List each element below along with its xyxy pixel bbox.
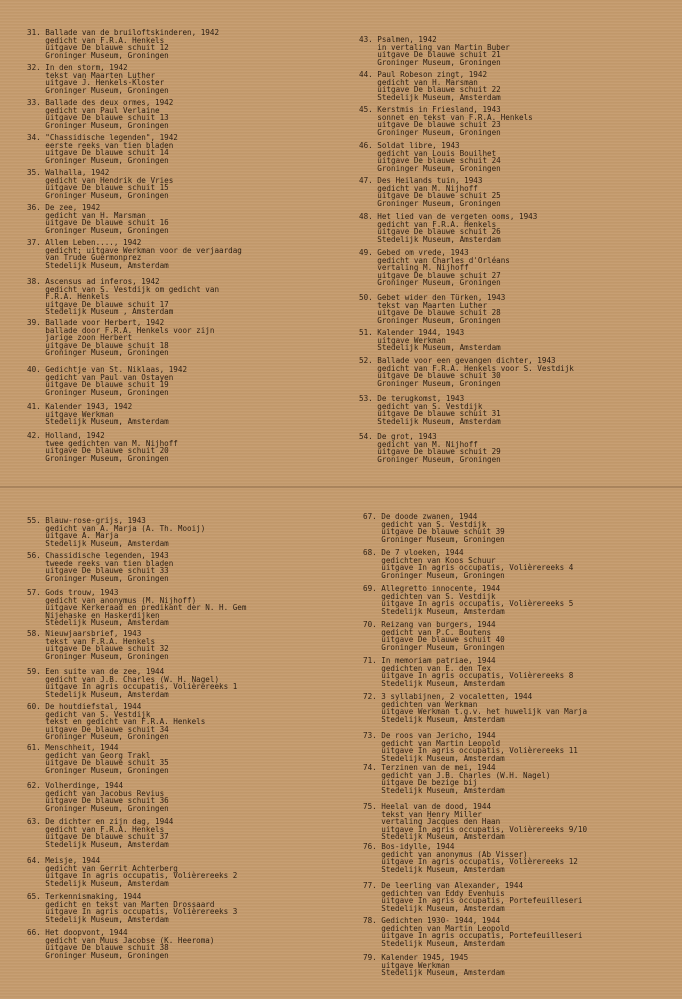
entry-number: 52.	[359, 356, 373, 365]
entry-detail: uitgave De blauwe schuit 13	[27, 113, 169, 123]
entry-detail: Groninger Museum, Groningen	[27, 453, 169, 463]
entry-detail: jarige zoon Herbert	[27, 333, 133, 343]
entry-number: 32.	[27, 63, 41, 72]
entry-detail: Groninger Museum, Groningen	[27, 950, 169, 960]
entry-number: 45.	[359, 105, 373, 114]
catalogue-entry	[27, 29, 219, 59]
entry-number: 67.	[363, 512, 377, 521]
entry-title: 71. In memoriam patriae, 1944	[363, 656, 496, 665]
entry-title: 57. Gods trouw, 1943	[27, 588, 119, 597]
entry-number: 46.	[359, 141, 373, 150]
entry-detail: uitgave De bezige bij	[363, 778, 478, 788]
entry-detail: uitgave In agris occupatis, Volièrereeks 5	[363, 599, 574, 609]
entry-title: 66. Het doopvont, 1944	[27, 928, 128, 937]
entry-detail: gedicht van Georg Trakl	[27, 750, 151, 760]
entry-detail: uitgave De blauwe schuit 38	[27, 943, 169, 953]
entry-number: 63.	[27, 817, 41, 826]
entry-number: 76.	[363, 842, 377, 851]
catalogue-entry	[27, 278, 219, 316]
entry-title: 75. Heelal van de dood, 1944	[363, 802, 492, 811]
entry-detail: uitgave De blauwe schuit 21	[359, 50, 501, 60]
entry-detail: twee gedichten van M. Nijhoff	[27, 438, 178, 448]
catalogue-entry	[363, 657, 573, 687]
entry-number: 77.	[363, 881, 377, 890]
entry-detail: Groninger Museum, Groningen	[359, 198, 501, 208]
entry-detail: Stedelijk Museum, Amsterdam	[363, 938, 505, 948]
catalogue-entry	[363, 732, 578, 762]
entry-detail: tekst en gedicht van F.R.A. Henkels	[27, 717, 206, 727]
entry-detail: Stedelijk Museum, Amsterdam	[27, 914, 169, 924]
entry-title: 67. De doode zwanen, 1944	[363, 512, 478, 521]
catalogue-entry	[27, 134, 178, 164]
entry-title: 61. Menschheit, 1944	[27, 743, 119, 752]
entry-detail: gedichten van Werkman	[363, 699, 478, 709]
entry-number: 53.	[359, 394, 373, 403]
entry-number: 69.	[363, 584, 377, 593]
entry-title: 62. Volherdinge, 1944	[27, 781, 124, 790]
entry-detail: van Trude Guermonprez	[27, 253, 142, 263]
catalogue-entry	[359, 249, 510, 287]
entry-detail: uitgave Werkman	[359, 335, 446, 345]
entry-detail: uitgave De blauwe schuit 14	[27, 148, 169, 158]
entry-detail: uitgave De blauwe schuit 12	[27, 43, 169, 53]
catalogue-entry	[27, 589, 246, 627]
entry-number: 60.	[27, 702, 41, 711]
catalogue-entry	[27, 782, 169, 812]
entry-detail: uitgave De blauwe schuit 31	[359, 409, 501, 419]
entry-title: 34. "Chassidische legenden", 1942	[27, 133, 178, 142]
entry-detail: gedicht van A. Marja (A. Th. Mooij)	[27, 523, 206, 533]
entry-title: 77. De leerling van Alexander, 1944	[363, 881, 524, 890]
entry-detail: vertaling M. Nijhoff	[359, 263, 469, 273]
catalogue-entry	[359, 395, 501, 425]
entry-number: 73.	[363, 731, 377, 740]
entry-detail: Stedelijk Museum, Amsterdam	[27, 260, 169, 270]
entry-detail: Groninger Museum, Groningen	[363, 570, 505, 580]
entry-detail: Stedelijk Museum, Amsterdam	[363, 753, 505, 763]
entry-number: 56.	[27, 551, 41, 560]
entry-title: 56. Chassidische legenden, 1943	[27, 551, 169, 560]
entry-title: 43. Psalmen, 1942	[359, 35, 437, 44]
entry-detail: uitgave De blauwe schuit 25	[359, 191, 501, 201]
entry-detail: Stedelijk Museum, Amsterdam	[363, 606, 505, 616]
catalogue-entry	[27, 64, 169, 94]
entry-detail: Groninger Museum, Groningen	[27, 765, 169, 775]
entry-number: 50.	[359, 293, 373, 302]
entry-detail: uitgave De blauwe schuit 40	[363, 635, 505, 645]
entry-number: 38.	[27, 277, 41, 286]
entry-title: 31. Ballade van de bruiloftskinderen, 1942	[27, 28, 220, 37]
entry-detail: gedicht van J.B. Charles (W.H. Nagel)	[363, 770, 551, 780]
entry-number: 71.	[363, 656, 377, 665]
entry-detail: Stedelijk Museum, Amsterdam	[363, 832, 505, 842]
catalogue-entry	[27, 744, 169, 774]
entry-detail: gedicht van F.R.A. Henkels	[359, 219, 497, 229]
entry-title: 72. 3 syllabijnen, 2 vocaletten, 1944	[363, 692, 533, 701]
entry-detail: uitgave In agris occupatis, Volièrereeks 11	[363, 746, 578, 756]
entry-detail: sonnet en tekst van F.R.A. Henkels	[359, 112, 533, 122]
entry-number: 35.	[27, 168, 41, 177]
entry-title: 53. De terugkomst, 1943	[359, 394, 465, 403]
entry-detail: Groninger Museum, Groningen	[359, 163, 501, 173]
entry-title: 41. Kalender 1943, 1942	[27, 402, 133, 411]
entry-title: 79. Kalender 1945, 1945	[363, 953, 469, 962]
entry-detail: gedicht van Paul Verlaine	[27, 105, 160, 115]
entry-detail: Stedelijk Museum, Amsterdam	[363, 714, 505, 724]
entry-detail: gedicht van Charles d'Orléans	[359, 255, 510, 265]
entry-detail: Stedelijk Museum, Amsterdam	[363, 678, 505, 688]
entry-detail: tweede reeks van tien bladen	[27, 558, 174, 568]
entry-title: 33. Ballade des deux ormes, 1942	[27, 98, 174, 107]
entry-detail: Groninger Museum, Groningen	[359, 378, 501, 388]
entry-detail: eerste reeks van tien bladen	[27, 140, 174, 150]
entry-detail: uitgave De blauwe schuit 15	[27, 183, 169, 193]
entry-detail: uitgave In agris occupatis, Volièrereeks 8	[363, 671, 574, 681]
entry-detail: tekst van Maarten Luther	[359, 300, 488, 310]
entry-number: 70.	[363, 620, 377, 629]
entry-title: 44. Paul Robeson zingt, 1942	[359, 70, 488, 79]
entry-detail: gedicht van Jacobus Revius	[27, 788, 165, 798]
entry-title: 42. Holland, 1942	[27, 431, 105, 440]
catalogue-entry	[359, 71, 501, 101]
catalogue-entry	[27, 857, 237, 887]
entry-title: 45. Kerstmis in Friesland, 1943	[359, 105, 501, 114]
catalogue-entry	[27, 552, 173, 582]
entry-detail: uitgave De blauwe schuit 28	[359, 308, 501, 318]
entry-title: 69. Allegretto innocente, 1944	[363, 584, 501, 593]
entry-detail: uitgave J. Henkels-Kloster	[27, 78, 165, 88]
entry-detail: uitgave In agris occupatis, Portefeuilleseri	[363, 896, 583, 906]
entry-detail: uitgave De blauwe schuit 29	[359, 447, 501, 457]
catalogue-entry	[363, 803, 587, 841]
entry-number: 55.	[27, 516, 41, 525]
entry-detail: Stedelijk Museum, Amsterdam	[359, 416, 501, 426]
entry-detail: Groninger Museum, Groningen	[27, 573, 169, 583]
entry-number: 49.	[359, 248, 373, 257]
entry-detail: Groninger Museum, Groningen	[27, 651, 169, 661]
entry-number: 48.	[359, 212, 373, 221]
entry-title: 32. In den storm, 1942	[27, 63, 128, 72]
entry-detail: gedicht; uitgave Werkman voor de verjaardag	[27, 245, 242, 255]
entry-number: 41.	[27, 402, 41, 411]
entry-detail: uitgave De blauwe schuit 19	[27, 380, 169, 390]
entry-detail: uitgave De blauwe schuit 23	[359, 120, 501, 130]
catalogue-entry	[359, 106, 533, 136]
entry-detail: Stedelijk Museum, Amsterdam	[27, 878, 169, 888]
catalogue-entry	[27, 403, 169, 426]
entry-detail: gedichten van Koos Schuur	[363, 555, 496, 565]
entry-detail: gedichten van Eddy Evenhuis	[363, 888, 505, 898]
entry-detail: gedicht van Paul van Ostayen	[27, 372, 174, 382]
entry-detail: Groninger Museum, Groningen	[359, 315, 501, 325]
entry-detail: gedicht van M. Nijhoff	[359, 439, 478, 449]
entry-detail: gedicht van H. Marsman	[27, 210, 146, 220]
entry-title: 49. Gebed om vrede, 1943	[359, 248, 469, 257]
entry-detail: uitgave Werkman	[363, 960, 450, 970]
catalogue-entry	[363, 882, 582, 912]
entry-number: 37.	[27, 238, 41, 247]
entry-detail: uitgave De blauwe schuit 32	[27, 644, 169, 654]
catalogue-entry	[359, 36, 510, 66]
entry-detail: uitgave De blauwe schuit 37	[27, 832, 169, 842]
entry-detail: gedicht van S. Vestdijk	[27, 709, 151, 719]
catalogue-entry	[359, 294, 505, 324]
entry-detail: vertaling Jacques den Haan	[363, 817, 501, 827]
entry-title: 55. Blauw-rose-grijs, 1943	[27, 516, 146, 525]
entry-detail: gedicht van Louis Bouilhet	[359, 148, 497, 158]
entry-detail: uitgave De blauwe schuit 36	[27, 796, 169, 806]
entry-detail: uitgave In agris occupatis, Volièrereeks 2	[27, 871, 238, 881]
entry-detail: gedicht van Martin Leopold	[363, 738, 501, 748]
entry-number: 57.	[27, 588, 41, 597]
entry-detail: Groninger Museum, Groningen	[27, 190, 169, 200]
catalogue-entry	[363, 621, 505, 651]
catalogue-entry	[363, 843, 578, 873]
entry-detail: uitgave De blauwe schuit 24	[359, 156, 501, 166]
entry-detail: Groninger Museum, Groningen	[27, 50, 169, 60]
entry-detail: Stedelijk Museum , Amsterdam	[27, 307, 174, 317]
entry-detail: uitgave De blauwe schuit 26	[359, 227, 501, 237]
entry-number: 62.	[27, 781, 41, 790]
entry-detail: uitgave De blauwe schuit 27	[359, 270, 501, 280]
entry-detail: Groninger Museum, Groningen	[359, 454, 501, 464]
catalogue-entry	[27, 319, 214, 357]
catalogue-entry	[27, 668, 237, 698]
catalogue-entry	[363, 917, 582, 947]
entry-detail: gedicht van H. Marsman	[359, 77, 478, 87]
entry-title: 35. Walhalla, 1942	[27, 168, 110, 177]
entry-detail: uitgave De blauwe schuit 30	[359, 371, 501, 381]
catalogue-entry	[363, 764, 550, 794]
entry-detail: gedichten van Martin Leopold	[363, 923, 510, 933]
entry-detail: Stedelijk Museum, Amsterdam	[363, 864, 505, 874]
entry-detail: Stedelijk Museum, Amsterdam	[359, 92, 501, 102]
entry-detail: gedicht van F.R.A. Henkels	[27, 824, 165, 834]
entry-detail: uitgave In agris occupatis, Volièrereeks 9/10	[363, 824, 588, 834]
entry-detail: uitgave De blauwe schuit 35	[27, 758, 169, 768]
entry-detail: gedichten van E. den Tex	[363, 663, 492, 673]
entry-number: 79.	[363, 953, 377, 962]
entry-detail: uitgave In agris occupatis, Volièrereeks 12	[363, 857, 578, 867]
entry-number: 51.	[359, 328, 373, 337]
entry-detail: gedicht van S. Vestdijk	[363, 519, 487, 529]
entry-detail: uitgave De blauwe schuit 18	[27, 340, 169, 350]
entry-number: 36.	[27, 203, 41, 212]
entry-number: 47.	[359, 176, 373, 185]
entry-detail: uitgave In agris occupatis, Volièrereeks 1	[27, 682, 238, 692]
entry-detail: Stedelijk Museum, Amsterdam	[363, 903, 505, 913]
entry-detail: Groninger Museum, Groningen	[27, 155, 169, 165]
entry-title: 52. Ballade voor een gevangen dichter, 1943	[359, 356, 556, 365]
entry-title: 39. Ballade voor Herbert, 1942	[27, 318, 165, 327]
entry-title: 76. Bos-idylle, 1944	[363, 842, 455, 851]
entry-detail: Nijehaske en Haskerdijken	[27, 610, 160, 620]
entry-title: 38. Ascensus ad inferos, 1942	[27, 277, 160, 286]
catalogue-entry	[363, 549, 573, 579]
entry-detail: F.R.A. Henkels	[27, 292, 110, 302]
entry-number: 58.	[27, 629, 41, 638]
entry-detail: gedicht van J.B. Charles (W. H. Nagel)	[27, 674, 220, 684]
catalogue-entry	[363, 954, 505, 977]
entry-detail: Groninger Museum, Groningen	[27, 85, 169, 95]
entry-detail: Groninger Museum, Groningen	[363, 534, 505, 544]
entry-detail: uitgave In agris occupatis, Volièrereeks 3	[27, 907, 238, 917]
entry-detail: Stedelijk Museum, Amsterdam	[27, 618, 169, 628]
entry-detail: gedicht van Gerrit Achterberg	[27, 863, 178, 873]
entry-number: 68.	[363, 548, 377, 557]
entry-title: 50. Gebet wider den Türken, 1943	[359, 293, 506, 302]
entry-detail: uitgave De blauwe schuit 33	[27, 566, 169, 576]
entry-detail: uitgave In agris occupatis, Portefeuilleseri	[363, 931, 583, 941]
entry-detail: Stedelijk Museum, Amsterdam	[27, 417, 169, 427]
entry-detail: tekst van F.R.A. Henkels	[27, 636, 156, 646]
entry-detail: ballade door F.R.A. Henkels voor zijn	[27, 325, 215, 335]
entry-number: 54.	[359, 432, 373, 441]
entry-detail: gedicht van Muus Jacobse (K. Heeroma)	[27, 935, 215, 945]
entry-detail: Groninger Museum, Groningen	[359, 57, 501, 67]
catalogue-entry	[27, 239, 242, 269]
entry-detail: uitgave A. Marja	[27, 531, 119, 541]
entry-detail: Stedelijk Museum, Amsterdam	[27, 839, 169, 849]
entry-detail: gedicht van S. Vestdijk	[359, 401, 483, 411]
entry-detail: Stedelijk Museum, Amsterdam	[359, 234, 501, 244]
entry-detail: gedicht van S. Vestdijk om gedicht van	[27, 284, 220, 294]
entry-detail: uitgave De blauwe schuit 34	[27, 724, 169, 734]
entry-number: 64.	[27, 856, 41, 865]
entry-number: 33.	[27, 98, 41, 107]
entry-number: 65.	[27, 892, 41, 901]
catalogue-entry	[27, 169, 173, 199]
entry-detail: uitgave Werkman t.g.v. het huwelijk van Marja	[363, 707, 588, 717]
entry-detail: in vertaling van Martin Buber	[359, 42, 510, 52]
entry-title: 73. De roos van Jericho, 1944	[363, 731, 496, 740]
entry-number: 61.	[27, 743, 41, 752]
entry-title: 60. De houtdiefstal, 1944	[27, 702, 142, 711]
catalogue-entry	[363, 513, 505, 543]
entry-detail: uitgave De blauwe schuit 22	[359, 85, 501, 95]
entry-detail: Groninger Museum, Groningen	[27, 225, 169, 235]
entry-title: 70. Reizang van burgers, 1944	[363, 620, 496, 629]
entry-title: 63. De dichter en zijn dag, 1944	[27, 817, 174, 826]
entry-number: 74.	[363, 763, 377, 772]
entry-number: 44.	[359, 70, 373, 79]
catalogue-entry	[359, 177, 501, 207]
entry-title: 47. Des Heilands tuin, 1943	[359, 176, 483, 185]
entry-detail: Groninger Museum, Groningen	[359, 127, 501, 137]
catalogue-entry	[363, 693, 587, 723]
entry-title: 74. Terzinen van de mei, 1944	[363, 763, 496, 772]
entry-number: 40.	[27, 365, 41, 374]
entry-detail: Groninger Museum, Groningen	[27, 803, 169, 813]
entry-number: 75.	[363, 802, 377, 811]
entry-title: 36. De zee, 1942	[27, 203, 101, 212]
entry-detail: uitgave Kerkeraad en predikant der N. H. Gem	[27, 603, 247, 613]
entry-title: 54. De grot, 1943	[359, 432, 437, 441]
entry-detail: Stedelijk Museum, Amsterdam	[27, 689, 169, 699]
catalogue-entry	[359, 433, 501, 463]
entry-number: 34.	[27, 133, 41, 142]
entry-number: 43.	[359, 35, 373, 44]
catalogue-entry	[27, 929, 214, 959]
entry-detail: Stedelijk Museum, Amsterdam	[363, 785, 505, 795]
entry-detail: Groninger Museum, Groningen	[363, 642, 505, 652]
entry-detail: gedicht van P.C. Boutens	[363, 627, 492, 637]
entry-detail: gedicht en tekst van Marten Drossaard	[27, 899, 215, 909]
catalogue-entry	[27, 893, 237, 923]
entry-detail: uitgave In agris occupatis, Volièrereeks 4	[363, 563, 574, 573]
catalogue-entry	[363, 585, 573, 615]
entry-detail: Stedelijk Museum, Amsterdam	[27, 538, 169, 548]
entry-detail: gedichten van S. Vestdijk	[363, 591, 496, 601]
entry-title: 68. De 7 vloeken, 1944	[363, 548, 464, 557]
entry-detail: Stedelijk Museum, Amsterdam	[363, 968, 505, 978]
catalogue-entry	[27, 630, 169, 660]
catalogue-entry	[27, 366, 187, 396]
entry-title: 46. Soldat libre, 1943	[359, 141, 460, 150]
entry-detail: tekst van Henry Miller	[363, 809, 482, 819]
entry-title: 51. Kalender 1944, 1943	[359, 328, 465, 337]
entry-title: 48. Het lied van de vergeten ooms, 1943	[359, 212, 538, 221]
catalogue-entry	[27, 432, 178, 462]
entry-detail: uitgave De blauwe schuit 16	[27, 218, 169, 228]
catalogue-entry	[27, 204, 169, 234]
catalogue-entry	[27, 517, 205, 547]
entry-detail: Groninger Museum, Groningen	[27, 120, 169, 130]
catalogue-entry	[27, 99, 173, 129]
entry-number: 78.	[363, 916, 377, 925]
entry-detail: Groninger Museum, Groningen	[27, 348, 169, 358]
entry-detail: gedicht van M. Nijhoff	[359, 183, 478, 193]
paper-fold	[0, 486, 682, 488]
catalogue-entry	[27, 818, 173, 848]
entry-detail: gedicht van anonymus (M. Nijhoff)	[27, 595, 197, 605]
entry-title: 65. Terkennismaking, 1944	[27, 892, 142, 901]
catalogue-entry	[359, 357, 574, 387]
catalogue-entry	[359, 329, 501, 352]
entry-title: 64. Meisje, 1944	[27, 856, 101, 865]
entry-number: 42.	[27, 431, 41, 440]
entry-title: 40. Gedichtje van St. Niklaas, 1942	[27, 365, 188, 374]
entry-detail: uitgave De blauwe schuit 20	[27, 446, 169, 456]
entry-detail: gedicht van Hendrik de Vries	[27, 175, 174, 185]
entry-detail: uitgave Werkman	[27, 409, 114, 419]
entry-number: 39.	[27, 318, 41, 327]
entry-title: 37. Allem Leben...., 1942	[27, 238, 142, 247]
entry-number: 66.	[27, 928, 41, 937]
catalogue-entry	[359, 213, 537, 243]
entry-title: 78. Gedichten 1930- 1944, 1944	[363, 916, 501, 925]
entry-title: 58. Nieuwjaarsbrief, 1943	[27, 629, 142, 638]
entry-detail: Groninger Museum, Groningen	[27, 387, 169, 397]
entry-detail: uitgave De blauwe schuit 17	[27, 299, 169, 309]
entry-detail: gedicht van anonymus (Ab Visser)	[363, 849, 528, 859]
catalogue-entry	[359, 142, 501, 172]
catalogue-entry	[27, 703, 205, 741]
entry-number: 72.	[363, 692, 377, 701]
entry-detail: gedicht van F.R.A. Henkels	[27, 35, 165, 45]
entry-detail: tekst van Maarten Luther	[27, 70, 156, 80]
entry-detail: Stedelijk Museum, Amsterdam	[359, 343, 501, 353]
entry-number: 31.	[27, 28, 41, 37]
entry-title: 59. Een suite van de zee, 1944	[27, 667, 165, 676]
entry-detail: Groninger Museum, Groningen	[359, 278, 501, 288]
entry-detail: gedicht van F.R.A. Henkels voor S. Vestdijk	[359, 363, 574, 373]
entry-number: 59.	[27, 667, 41, 676]
entry-detail: uitgave De blauwe schuit 39	[363, 527, 505, 537]
entry-detail: Groninger Museum, Groningen	[27, 732, 169, 742]
